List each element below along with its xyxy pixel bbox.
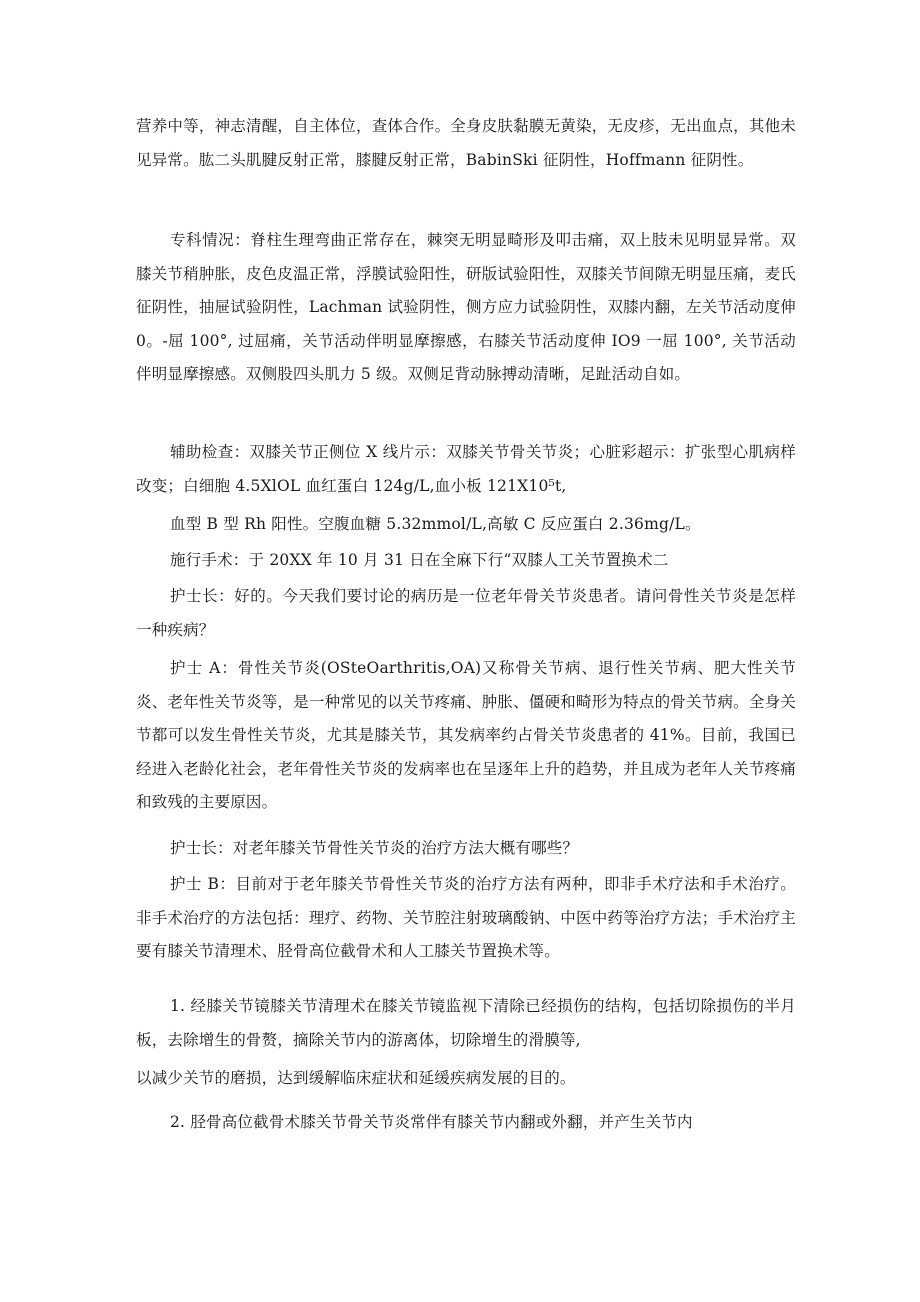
paragraph-nurse-a-answer: 护士 A：骨性关节炎(OSteOarthritis,OA)又称骨关节病、退行性关节病、肥大性关节炎、老年性关节炎等，是一种常见的以关节疼痛、肿胀、僵硬和畸形为特点的骨关节病。全身关节都可以发生骨性关节炎，尤其是膝关节，其发病率约占骨关节炎患者的 41%。目前，我国已经进入老龄化社会，老年骨性关节炎的发病率也在呈逐年上升的趋势，并且成为老年人关节疼痛和致残的主要原因。 [136, 659, 796, 811]
paragraph-blood-type: 血型 B 型 Rh 阳性。空腹血糖 5.32mmol/L,高敏 C 反应蛋白 2.36mg/L。 [170, 515, 701, 533]
paragraph-tibial-osteotomy: 2. 胫骨高位截骨术膝关节骨关节炎常伴有膝关节内翻或外翻，并产生关节内 [170, 1113, 693, 1131]
paragraph-nurse-b-answer: 护士 B：目前对于老年膝关节骨性关节炎的治疗方法有两种，即非手术疗法和手术治疗。非手术治疗的方法包括：理疗、药物、关节腔注射玻璃酸钠、中医中药等治疗方法；手术治疗主要有膝关节清理术、胫骨高位截骨术和人工膝关节置换术等。 [136, 875, 796, 960]
paragraph-debridement-purpose: 以减少关节的磨损，达到缓解临床症状和延缓疾病发展的目的。 [136, 1069, 576, 1087]
paragraph-head-nurse-question-1: 护士长：好的。今天我们要讨论的病历是一位老年骨关节炎患者。请问骨性关节炎是怎样一种疾病？ [136, 587, 796, 639]
paragraph-specialty-findings: 专科情况：脊柱生理弯曲正常存在，棘突无明显畸形及叩击痛，双上肢未见明显异常。双膝关节稍肿胀，皮色皮温正常，浮膜试验阳性，研版试验阳性，双膝关节间隙无明显压痛，麦氏征阴性，抽屉试验阴性，Lachman 试验阴性，侧方应力试验阴性，双膝内翻，左关节活动度伸 0。-屈 100°, 过屈痛，关节活动伴明显摩擦感，右膝关节活动度伸 IO9 一屈 100°, 关节活动伴明显摩擦感。双侧股四头肌力 5 级。双侧足背动脉搏动清晰，足趾活动自如。 [136, 231, 796, 383]
paragraph-physical-exam: 营养中等，神志清醒，自主体位，查体合作。全身皮肤黏膜无黄染，无皮疹，无出血点，其他未见异常。肱二头肌腱反射正常，膝腱反射正常，BabinSki 征阴性，Hoffmann 征阴性。 [136, 117, 796, 169]
paragraph-arthroscopic-debridement: 1. 经膝关节镜膝关节清理术在膝关节镜监视下清除已经损伤的结构，包括切除损伤的半月板，去除增生的骨赘，摘除关节内的游离体，切除增生的滑膜等, [136, 997, 796, 1049]
paragraph-head-nurse-question-2: 护士长：对老年膝关节骨性关节炎的治疗方法大概有哪些？ [170, 839, 579, 857]
paragraph-surgery: 施行手术：于 20XX 年 10 月 31 日在全麻下行“双膝人工关节置换术二 [170, 551, 669, 569]
paragraph-auxiliary-exam: 辅助检查：双膝关节正侧位 X 线片示：双膝关节骨关节炎；心脏彩超示：扩张型心肌病样改变；白细胞 4.5XlOL 血红蛋白 124g/L,血小板 121X10⁵t, [136, 443, 796, 495]
